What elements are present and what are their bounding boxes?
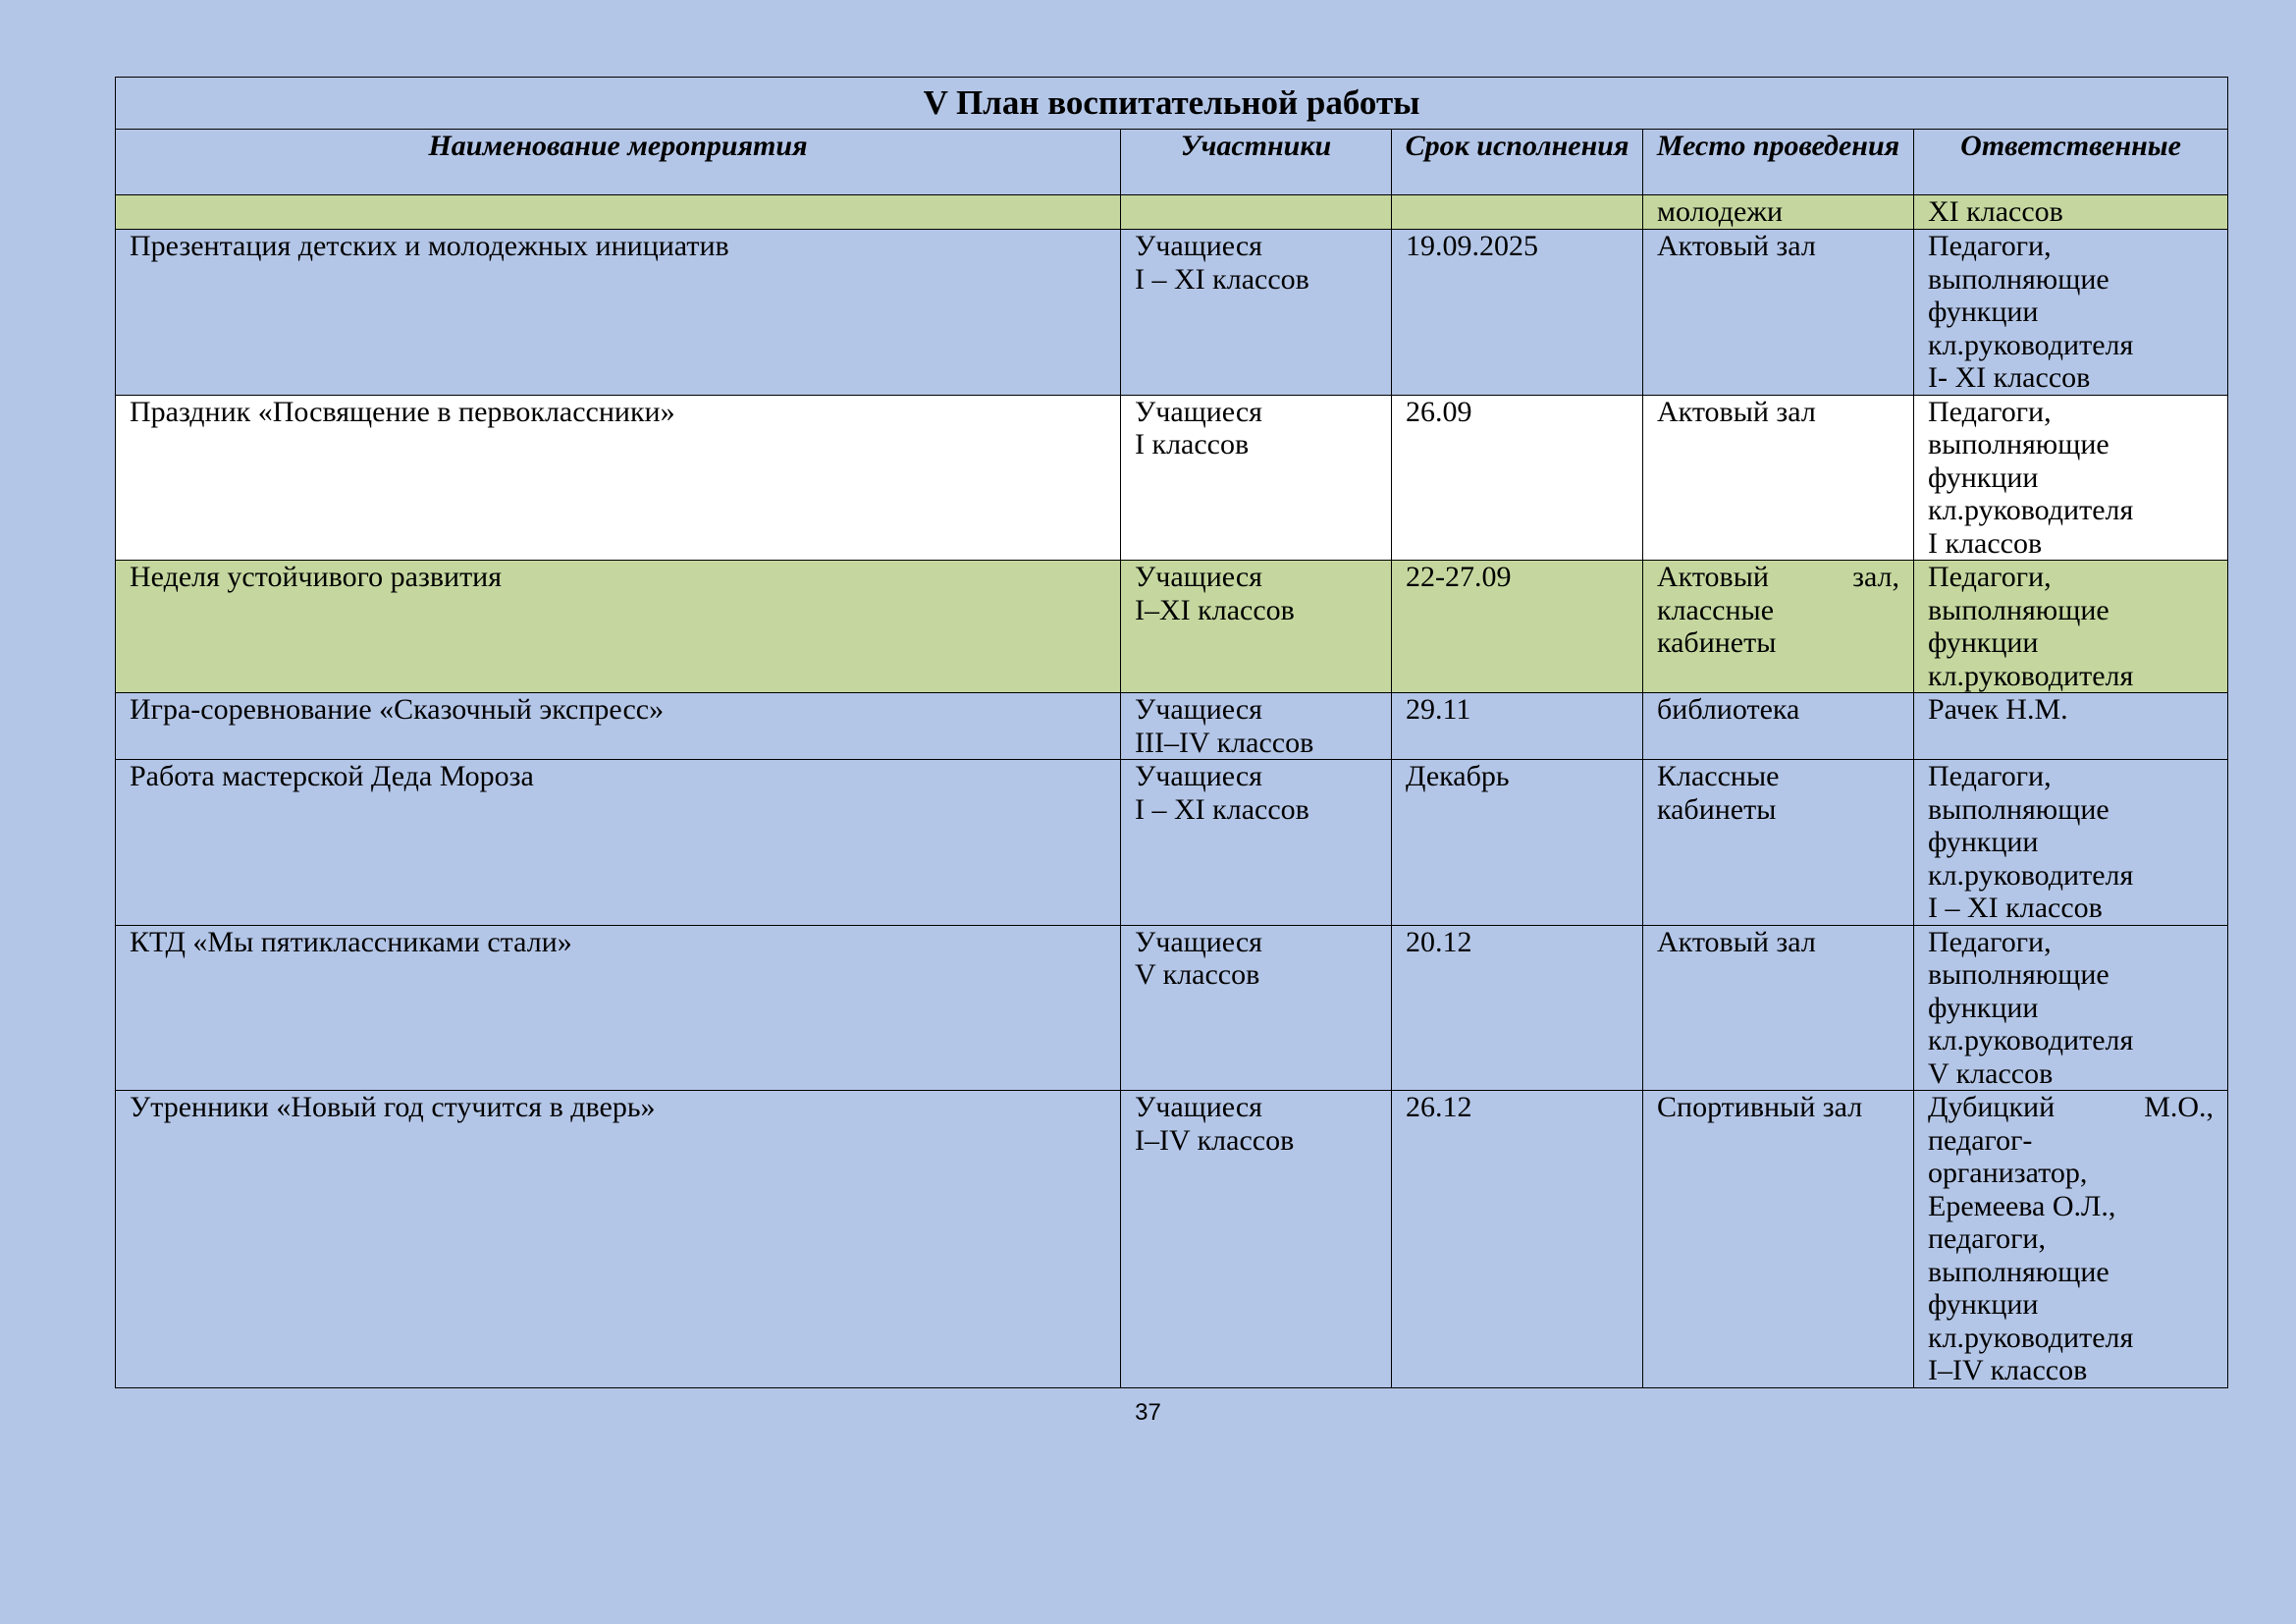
cell-responsible: Педагоги, выполняющие функции кл.руководителя I классов [1914,395,2228,561]
cell-event: Игра-соревнование «Сказочный экспресс» [116,693,1121,760]
cell-participants: Учащиеся I–IV классов [1121,1091,1392,1388]
activity-plan-table [115,77,2228,1388]
table-title: V План воспитательной работы [116,78,2228,130]
header-event: Наименование мероприятия [116,130,1121,195]
table-header-row [116,130,2228,195]
cell-participants: Учащиеся I – XI классов [1121,760,1392,926]
table-row [116,760,2228,926]
cell-event: Работа мастерской Деда Мороза [116,760,1121,926]
cell-event: Презентация детских и молодежных инициатив [116,230,1121,396]
cell-participants: Учащиеся I – XI классов [1121,230,1392,396]
cell-place-rest: классные кабинеты [1657,593,1777,659]
cell-responsible: Педагоги, выполняющие функции кл.руководителя I – XI классов [1914,760,2228,926]
cell-responsible: Рачек Н.М. [1914,693,2228,760]
cell-participants: Учащиеся I–XI классов [1121,561,1392,693]
cell-responsible [1914,1091,2228,1388]
header-participants: Участники [1121,130,1392,195]
cell-place: Актовый зал [1643,230,1914,396]
cell-event: КТД «Мы пятиклассниками стали» [116,925,1121,1091]
header-deadline: Срок исполнения [1392,130,1643,195]
cell-place: Актовый зал [1643,395,1914,561]
cell-deadline: 22-27.09 [1392,561,1643,693]
cell-responsible: Педагоги, выполняющие функции кл.руководителя [1914,561,2228,693]
table-title-row [116,78,2228,130]
cell-deadline: 20.12 [1392,925,1643,1091]
cell-event: Утренники «Новый год стучится в дверь» [116,1091,1121,1388]
cell-place: Актовый зал [1643,925,1914,1091]
cell-responsible-first-line: Дубицкий М.О., [1928,1091,2215,1123]
cell-deadline: 29.11 [1392,693,1643,760]
table-row [116,561,2228,693]
page-number: 37 [1135,1399,1161,1426]
header-place: Место проведения [1643,130,1914,195]
table-row [116,1091,2228,1388]
cell-place: Спортивный зал [1643,1091,1914,1388]
cell-responsible: Педагоги, выполняющие функции кл.руководителя V классов [1914,925,2228,1091]
table-row [116,925,2228,1091]
cell-deadline: 19.09.2025 [1392,230,1643,396]
cell-place: молодежи [1643,195,1914,230]
cell-deadline [1392,195,1643,230]
cell-deadline: 26.09 [1392,395,1643,561]
cell-participants [1121,195,1392,230]
cell-place [1643,561,1914,693]
cell-responsible: Педагоги, выполняющие функции кл.руководителя I- XI классов [1914,230,2228,396]
cell-deadline: 26.12 [1392,1091,1643,1388]
table-row [116,693,2228,760]
cell-place: Классные кабинеты [1643,760,1914,926]
cell-participants: Учащиеся I классов [1121,395,1392,561]
cell-event [116,195,1121,230]
cell-event: Праздник «Посвящение в первоклассники» [116,395,1121,561]
table-row [116,230,2228,396]
cell-responsible: XI классов [1914,195,2228,230]
cell-responsible-rest: педагог- организатор, Еремеева О.Л., педагоги, выполняющие функции кл.руководителя I–IV классов [1928,1123,2134,1386]
document-page [115,77,2227,1388]
table-row-partial [116,195,2228,230]
table-row [116,395,2228,561]
cell-place: библиотека [1643,693,1914,760]
cell-place-first-line: Актовый зал, [1657,561,1899,593]
cell-participants: Учащиеся V классов [1121,925,1392,1091]
cell-event: Неделя устойчивого развития [116,561,1121,693]
cell-participants: Учащиеся III–IV классов [1121,693,1392,760]
header-responsible: Ответственные [1914,130,2228,195]
cell-deadline: Декабрь [1392,760,1643,926]
